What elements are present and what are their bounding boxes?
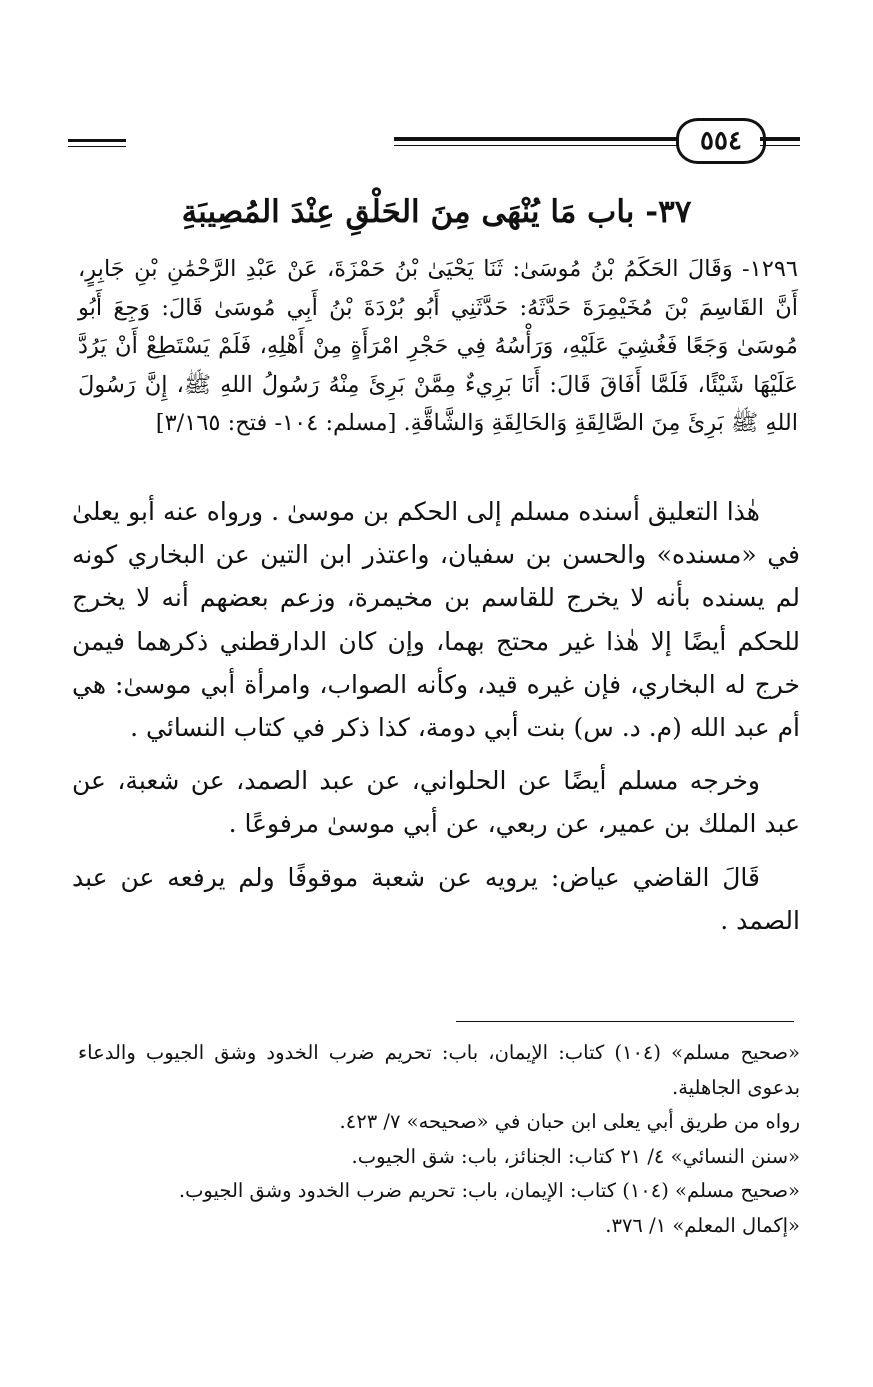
footnote-3: «سنن النسائي» ٤/ ٢١ كتاب: الجنائز، باب: شق الجيوب. bbox=[351, 1144, 800, 1168]
chapter-title: ٣٧- باب مَا يُنْهَى مِنَ الحَلْقِ عِنْدَ المُصِيبَةِ bbox=[181, 194, 692, 230]
commentary bbox=[72, 490, 800, 952]
commentary-paragraph-3: قَالَ القاضي عياض: يرويه عن شعبة موقوفًا ولم يرفعه عن عبد الصمد . bbox=[72, 862, 800, 935]
footnote-1: «صحيح مسلم» (١٠٤) كتاب: الإيمان، باب: تحريم ضرب الخدود وشق الجيوب والدعاء بدعوى الجاهلية. bbox=[78, 1041, 800, 1099]
hadith-block bbox=[78, 250, 798, 443]
footnotes bbox=[78, 1036, 800, 1243]
commentary-paragraph-1: هٰذا التعليق أسنده مسلم إلى الحكم بن موسىٰ . ورواه عنه أبو يعلىٰ في «مسنده» والحسن بن سفيان، واعتذر ابن التين عن البخاري كونه لم يسنده بأنه لا يخرج للقاسم بن مخيمرة، وزعم بعضهم أنه لا يخرج للحكم أيضًا إلا هٰذا غير محتج بهما، وإن كان الدارقطني ذكرهما فيمن خرج له البخاري، فإن غيره قيد، وكأنه الصواب، وامرأة أبي موسىٰ: هي أم عبد الله (م. د. س) بنت أبي دومة، كذا ذكر في كتاب النسائي . bbox=[72, 497, 800, 743]
page-number: ٥٥٤ bbox=[676, 118, 766, 164]
header-rule-left bbox=[68, 139, 126, 142]
footnote-4: «صحيح مسلم» (١٠٤) كتاب: الإيمان، باب: تحريم ضرب الخدود وشق الجيوب. bbox=[178, 1179, 800, 1202]
footnote-separator bbox=[456, 1021, 794, 1022]
hadith-text: ١٢٩٦- وَقَالَ الحَكَمُ بْنُ مُوسَىٰ: ثَنَا يَحْيَىٰ بْنُ حَمْزَةَ، عَنْ عَبْدِ الرَّحْمَٰنِ بْنِ جَابِرٍ، أَنَّ القَاسِمَ بْنَ مُخَيْمِرَةَ حَدَّثَهُ: حَدَّثَنِي أَبُو بُرْدَةَ بْنُ أَبِي مُوسَىٰ قَالَ: وَجِعَ أَبُو مُوسَىٰ وَجَعًا فَغُشِيَ عَلَيْهِ، وَرَأْسُهُ فِي حَجْرِ امْرَأَةٍ مِنْ أَهْلِهِ، فَلَمْ يَسْتَطِعْ أَنْ يَرُدَّ عَلَيْهَا شَيْئًا، فَلَمَّا أَفَاقَ قَالَ: أَنَا بَرِيءٌ مِمَّنْ بَرِئَ مِنْهُ رَسُولُ اللهِ ﷺ، إِنَّ رَسُولَ اللهِ ﷺ بَرِئَ مِنَ الصَّالِقَةِ وَالحَالِقَةِ وَالشَّاقَّةِ. [مسلم: ١٠٤- فتح: ٣/١٦٥] bbox=[78, 256, 798, 436]
header-rule-left-thin bbox=[68, 146, 126, 147]
header-rule-tail bbox=[760, 137, 800, 141]
footnote-2: رواه من طريق أبي يعلى ابن حبان في «صحيحه» ٧/ ٤٢٣. bbox=[339, 1110, 800, 1133]
header-rule-right-thin bbox=[394, 145, 678, 146]
header-rule-right bbox=[394, 137, 678, 141]
header-rule-tail-thin bbox=[760, 145, 800, 146]
footnote-5: «إكمال المعلم» ١/ ٣٧٦. bbox=[605, 1213, 800, 1237]
commentary-paragraph-2: وخرجه مسلم أيضًا عن الحلواني، عن عبد الصمد، عن شعبة، عن عبد الملك بن عمير، عن ربعي، عن أبي موسىٰ مرفوعًا . bbox=[72, 766, 800, 839]
